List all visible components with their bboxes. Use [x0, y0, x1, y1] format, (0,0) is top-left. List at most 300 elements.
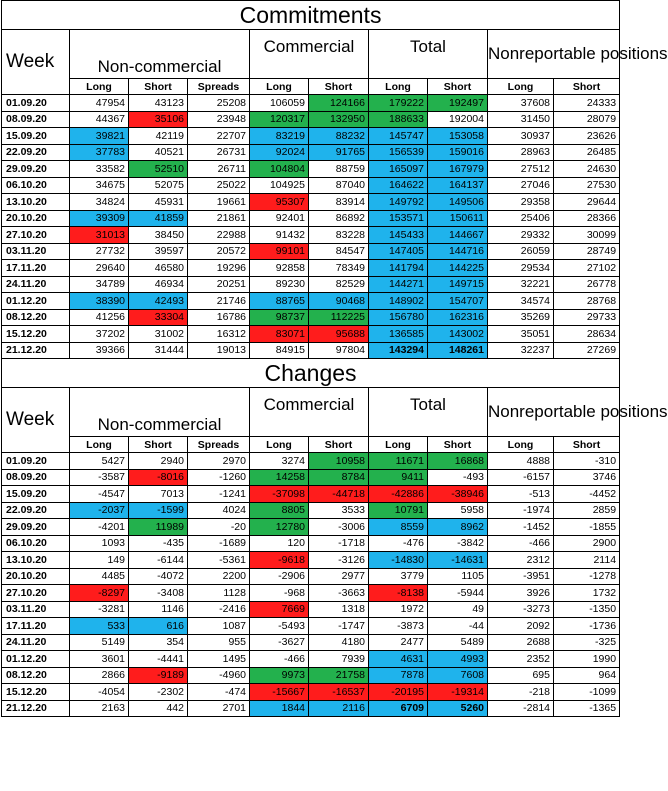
cell-week: 24.11.20: [2, 276, 70, 293]
cell-nc-short: 31002: [129, 326, 188, 343]
spreads-header: Spreads: [188, 437, 250, 453]
table-row: [2, 276, 620, 293]
table-row: [2, 568, 620, 585]
cell-com-long: 12780: [250, 519, 309, 536]
cell-nc-short: 33304: [129, 309, 188, 326]
cell-spreads: 2701: [188, 700, 250, 717]
cell-nr-short: 24333: [554, 95, 620, 112]
nr-short-header: Short: [554, 79, 620, 95]
cell-spreads: 20572: [188, 243, 250, 260]
cell-week: 15.12.20: [2, 326, 70, 343]
tot-short-header: Short: [428, 79, 488, 95]
cell-week: 08.09.20: [2, 469, 70, 486]
changes-title: Changes: [2, 359, 620, 388]
cell-com-long: 99101: [250, 243, 309, 260]
cell-tot-long: 8559: [369, 519, 428, 536]
cell-com-short: 90468: [309, 293, 369, 310]
cell-nc-short: 46580: [129, 260, 188, 277]
cell-nr-short: 2114: [554, 552, 620, 569]
cell-week: 03.11.20: [2, 243, 70, 260]
cell-com-long: 7669: [250, 601, 309, 618]
nonreportable-header: Nonreportable positions: [488, 388, 620, 437]
cell-nr-short: 28079: [554, 111, 620, 128]
cell-tot-long: 141794: [369, 260, 428, 277]
cell-nc-long: 149: [70, 552, 129, 569]
nonreportable-header: Nonreportable positions: [488, 30, 620, 79]
cell-com-short: 132950: [309, 111, 369, 128]
cell-spreads: 955: [188, 634, 250, 651]
cell-nr-long: 25406: [488, 210, 554, 227]
cell-com-long: 1844: [250, 700, 309, 717]
cell-nc-long: 33582: [70, 161, 129, 178]
cell-tot-short: 5260: [428, 700, 488, 717]
cell-tot-long: 147405: [369, 243, 428, 260]
cell-nc-short: 39597: [129, 243, 188, 260]
cell-spreads: 4024: [188, 502, 250, 519]
cell-com-long: -3627: [250, 634, 309, 651]
table-row: [2, 210, 620, 227]
cell-tot-long: 11671: [369, 453, 428, 470]
cell-nr-short: 26485: [554, 144, 620, 161]
nc-short-header: Short: [129, 437, 188, 453]
cell-nr-long: 29358: [488, 194, 554, 211]
cell-nc-short: -9189: [129, 667, 188, 684]
cell-com-long: 8805: [250, 502, 309, 519]
cell-com-long: 83219: [250, 128, 309, 145]
tot-long-header: Long: [369, 437, 428, 453]
non-commercial-header: Non-commercial: [70, 388, 250, 437]
cell-nr-short: -1855: [554, 519, 620, 536]
cell-spreads: 25022: [188, 177, 250, 194]
cell-nr-long: -466: [488, 535, 554, 552]
cell-com-long: 104804: [250, 161, 309, 178]
cell-nr-long: 30937: [488, 128, 554, 145]
cell-spreads: 2200: [188, 568, 250, 585]
cell-nc-short: -4441: [129, 651, 188, 668]
cell-nr-short: 1732: [554, 585, 620, 602]
cell-spreads: 1128: [188, 585, 250, 602]
cell-week: 29.09.20: [2, 161, 70, 178]
cell-nr-short: 28366: [554, 210, 620, 227]
cell-com-short: 3533: [309, 502, 369, 519]
cell-spreads: 21861: [188, 210, 250, 227]
cell-com-short: -1747: [309, 618, 369, 635]
cell-nr-short: 2859: [554, 502, 620, 519]
cell-nc-short: 42493: [129, 293, 188, 310]
cell-nr-short: 2900: [554, 535, 620, 552]
cell-nc-long: 47954: [70, 95, 129, 112]
table-row: [2, 342, 620, 359]
cell-nc-short: 1146: [129, 601, 188, 618]
cell-tot-long: 4631: [369, 651, 428, 668]
cell-nr-long: 29332: [488, 227, 554, 244]
cell-tot-short: 1105: [428, 568, 488, 585]
table-row: [2, 667, 620, 684]
cell-com-long: -15667: [250, 684, 309, 701]
cell-nr-long: 695: [488, 667, 554, 684]
com-long-header: Long: [250, 437, 309, 453]
cell-com-long: 3274: [250, 453, 309, 470]
cell-nc-short: 42119: [129, 128, 188, 145]
cell-nr-long: 35051: [488, 326, 554, 343]
cell-nc-long: 27732: [70, 243, 129, 260]
cell-nc-long: 533: [70, 618, 129, 635]
cell-nc-long: 44367: [70, 111, 129, 128]
cell-spreads: 2970: [188, 453, 250, 470]
cell-nr-short: -4452: [554, 486, 620, 503]
cell-com-long: 120317: [250, 111, 309, 128]
cell-com-short: 87040: [309, 177, 369, 194]
week-header: Week: [2, 30, 70, 95]
cell-nc-long: 39309: [70, 210, 129, 227]
cell-com-short: -3006: [309, 519, 369, 536]
table-row: [2, 618, 620, 635]
cell-nr-short: -1736: [554, 618, 620, 635]
cell-tot-short: 153058: [428, 128, 488, 145]
cell-tot-long: 144271: [369, 276, 428, 293]
cell-week: 01.12.20: [2, 651, 70, 668]
cell-nc-long: 34789: [70, 276, 129, 293]
cell-com-short: 95688: [309, 326, 369, 343]
cell-nc-long: 29640: [70, 260, 129, 277]
cell-nc-short: 2940: [129, 453, 188, 470]
cell-com-long: 84915: [250, 342, 309, 359]
cell-nr-long: 32221: [488, 276, 554, 293]
cell-tot-long: 143294: [369, 342, 428, 359]
cell-tot-short: 159016: [428, 144, 488, 161]
cell-nc-short: -1599: [129, 502, 188, 519]
cell-nc-long: 39366: [70, 342, 129, 359]
table-row: [2, 486, 620, 503]
cell-tot-short: 7608: [428, 667, 488, 684]
cell-nc-short: -2302: [129, 684, 188, 701]
nc-short-header: Short: [129, 79, 188, 95]
table-row: [2, 585, 620, 602]
cell-nc-long: 34824: [70, 194, 129, 211]
cell-nr-short: 30099: [554, 227, 620, 244]
cell-nr-long: 37608: [488, 95, 554, 112]
cell-week: 21.12.20: [2, 700, 70, 717]
cell-com-long: -2906: [250, 568, 309, 585]
cell-com-short: 78349: [309, 260, 369, 277]
table-row: [2, 552, 620, 569]
cell-tot-long: 153571: [369, 210, 428, 227]
cell-nr-short: 27102: [554, 260, 620, 277]
cell-com-short: 4180: [309, 634, 369, 651]
cell-week: 29.09.20: [2, 519, 70, 536]
cell-tot-short: 144225: [428, 260, 488, 277]
cell-tot-short: 5958: [428, 502, 488, 519]
cell-week: 01.09.20: [2, 453, 70, 470]
cell-nc-short: 616: [129, 618, 188, 635]
cell-nr-long: 3926: [488, 585, 554, 602]
table-row: [2, 161, 620, 178]
cell-week: 08.09.20: [2, 111, 70, 128]
cell-com-long: 92401: [250, 210, 309, 227]
cell-tot-long: 188633: [369, 111, 428, 128]
cell-nc-short: 11989: [129, 519, 188, 536]
cell-nr-short: 1990: [554, 651, 620, 668]
cell-nc-long: -2037: [70, 502, 129, 519]
cell-nr-long: 35269: [488, 309, 554, 326]
cell-nr-long: 2352: [488, 651, 554, 668]
cell-tot-short: 150611: [428, 210, 488, 227]
cell-com-short: -1718: [309, 535, 369, 552]
cell-nc-long: 34675: [70, 177, 129, 194]
cell-nr-short: -325: [554, 634, 620, 651]
cell-nr-long: 31450: [488, 111, 554, 128]
cell-spreads: 21746: [188, 293, 250, 310]
cell-spreads: 22707: [188, 128, 250, 145]
cell-nr-long: 28963: [488, 144, 554, 161]
cell-tot-short: -44: [428, 618, 488, 635]
total-header: Total: [369, 30, 488, 79]
cell-week: 22.09.20: [2, 144, 70, 161]
cell-com-short: 83228: [309, 227, 369, 244]
cell-nr-long: -6157: [488, 469, 554, 486]
cell-week: 08.12.20: [2, 309, 70, 326]
cell-tot-short: 5489: [428, 634, 488, 651]
table-row: [2, 601, 620, 618]
cell-com-long: 88765: [250, 293, 309, 310]
cell-spreads: -5361: [188, 552, 250, 569]
cell-week: 27.10.20: [2, 585, 70, 602]
cell-tot-short: 192497: [428, 95, 488, 112]
cell-nr-long: 27046: [488, 177, 554, 194]
cell-spreads: -4960: [188, 667, 250, 684]
table-row: [2, 469, 620, 486]
non-commercial-header: Non-commercial: [70, 30, 250, 79]
tot-short-header: Short: [428, 437, 488, 453]
cell-com-short: 88759: [309, 161, 369, 178]
cell-tot-short: 49: [428, 601, 488, 618]
cell-spreads: -20: [188, 519, 250, 536]
cell-tot-long: 149792: [369, 194, 428, 211]
cell-nr-long: -3951: [488, 568, 554, 585]
cell-tot-long: 3779: [369, 568, 428, 585]
nc-long-header: Long: [70, 437, 129, 453]
table-row: [2, 243, 620, 260]
cell-com-short: 112225: [309, 309, 369, 326]
commitments-title: Commitments: [2, 1, 620, 30]
cell-com-short: 7939: [309, 651, 369, 668]
cell-nr-short: -1350: [554, 601, 620, 618]
cell-tot-short: 144716: [428, 243, 488, 260]
cell-nc-short: 35106: [129, 111, 188, 128]
cell-com-long: 98737: [250, 309, 309, 326]
cell-tot-short: -3842: [428, 535, 488, 552]
table-row: [2, 111, 620, 128]
cell-nr-long: 2092: [488, 618, 554, 635]
cell-com-short: 91765: [309, 144, 369, 161]
commercial-header: Commercial: [250, 388, 369, 437]
cell-nc-long: 2866: [70, 667, 129, 684]
cell-spreads: 26731: [188, 144, 250, 161]
cell-com-long: 83071: [250, 326, 309, 343]
cell-spreads: 1087: [188, 618, 250, 635]
cell-nc-short: 354: [129, 634, 188, 651]
table-row: [2, 128, 620, 145]
table-row: [2, 502, 620, 519]
cell-spreads: 26711: [188, 161, 250, 178]
cell-nc-long: -3587: [70, 469, 129, 486]
cell-spreads: -1241: [188, 486, 250, 503]
table-row: [2, 700, 620, 717]
cell-nr-long: -1974: [488, 502, 554, 519]
cell-nc-short: -3408: [129, 585, 188, 602]
cell-com-short: 2116: [309, 700, 369, 717]
cell-nc-short: 31444: [129, 342, 188, 359]
cell-nc-short: 45931: [129, 194, 188, 211]
cell-spreads: -1260: [188, 469, 250, 486]
cell-com-long: -9618: [250, 552, 309, 569]
cell-tot-short: 149715: [428, 276, 488, 293]
cell-nr-long: 32237: [488, 342, 554, 359]
cell-com-short: 10958: [309, 453, 369, 470]
cell-spreads: 19013: [188, 342, 250, 359]
table-row: [2, 227, 620, 244]
cell-nc-long: 38390: [70, 293, 129, 310]
cell-week: 17.11.20: [2, 260, 70, 277]
cell-tot-long: 2477: [369, 634, 428, 651]
cell-week: 22.09.20: [2, 502, 70, 519]
cell-nc-long: 1093: [70, 535, 129, 552]
cell-week: 13.10.20: [2, 552, 70, 569]
cell-com-long: 89230: [250, 276, 309, 293]
cell-tot-short: 143002: [428, 326, 488, 343]
cell-nr-short: 27269: [554, 342, 620, 359]
cell-nr-long: 2312: [488, 552, 554, 569]
table-row: [2, 519, 620, 536]
cell-com-long: 92024: [250, 144, 309, 161]
cell-week: 15.09.20: [2, 128, 70, 145]
cell-nc-short: 52510: [129, 161, 188, 178]
cell-com-short: 2977: [309, 568, 369, 585]
cell-com-short: 1318: [309, 601, 369, 618]
cell-nc-long: -4547: [70, 486, 129, 503]
cell-com-short: -3126: [309, 552, 369, 569]
cell-com-long: -37098: [250, 486, 309, 503]
cell-tot-long: 7878: [369, 667, 428, 684]
table-row: [2, 177, 620, 194]
report-table: [1, 0, 668, 717]
cell-nr-long: -1452: [488, 519, 554, 536]
table-row: [2, 453, 620, 470]
cell-tot-long: 9411: [369, 469, 428, 486]
cell-nr-short: 28768: [554, 293, 620, 310]
cell-nc-long: 5149: [70, 634, 129, 651]
cell-nr-long: -513: [488, 486, 554, 503]
cell-nr-short: -1278: [554, 568, 620, 585]
cell-com-long: 14258: [250, 469, 309, 486]
cell-nr-long: -218: [488, 684, 554, 701]
cell-com-long: 104925: [250, 177, 309, 194]
cell-spreads: -474: [188, 684, 250, 701]
spreads-header: Spreads: [188, 79, 250, 95]
cell-tot-short: -5944: [428, 585, 488, 602]
cell-week: 20.10.20: [2, 210, 70, 227]
cell-week: 08.12.20: [2, 667, 70, 684]
cell-nr-short: 964: [554, 667, 620, 684]
cell-tot-long: 6709: [369, 700, 428, 717]
cell-week: 01.09.20: [2, 95, 70, 112]
tot-long-header: Long: [369, 79, 428, 95]
cell-nc-long: 31013: [70, 227, 129, 244]
cell-week: 21.12.20: [2, 342, 70, 359]
cell-tot-long: 165097: [369, 161, 428, 178]
cell-spreads: 20251: [188, 276, 250, 293]
cell-nc-long: 4485: [70, 568, 129, 585]
cell-tot-long: -14830: [369, 552, 428, 569]
cell-spreads: 16312: [188, 326, 250, 343]
table-row: [2, 260, 620, 277]
cell-tot-short: -38946: [428, 486, 488, 503]
cell-nc-long: 37783: [70, 144, 129, 161]
cell-tot-long: 164622: [369, 177, 428, 194]
cell-nr-long: 2688: [488, 634, 554, 651]
cell-tot-short: 16868: [428, 453, 488, 470]
cell-nr-long: 27512: [488, 161, 554, 178]
cell-com-short: 82529: [309, 276, 369, 293]
cell-nc-short: 442: [129, 700, 188, 717]
cell-tot-long: -3873: [369, 618, 428, 635]
cell-tot-long: -20195: [369, 684, 428, 701]
cell-nc-long: 41256: [70, 309, 129, 326]
cell-com-long: -5493: [250, 618, 309, 635]
cell-week: 20.10.20: [2, 568, 70, 585]
week-header: Week: [2, 388, 70, 453]
cell-tot-short: 4993: [428, 651, 488, 668]
cell-tot-short: -493: [428, 469, 488, 486]
cell-tot-short: 164137: [428, 177, 488, 194]
cell-com-short: 86892: [309, 210, 369, 227]
cell-week: 03.11.20: [2, 601, 70, 618]
cell-nr-short: 26778: [554, 276, 620, 293]
table-row: [2, 684, 620, 701]
cell-com-short: 21758: [309, 667, 369, 684]
cell-spreads: 19296: [188, 260, 250, 277]
cell-nr-short: -1099: [554, 684, 620, 701]
cell-com-short: 97804: [309, 342, 369, 359]
table-row: [2, 651, 620, 668]
commercial-header: Commercial: [250, 30, 369, 79]
cell-spreads: 25208: [188, 95, 250, 112]
cell-nr-long: -3273: [488, 601, 554, 618]
cell-spreads: 1495: [188, 651, 250, 668]
table-row: [2, 194, 620, 211]
nr-long-header: Long: [488, 79, 554, 95]
nc-long-header: Long: [70, 79, 129, 95]
cell-com-long: 91432: [250, 227, 309, 244]
cell-tot-short: 154707: [428, 293, 488, 310]
cell-nc-short: 43123: [129, 95, 188, 112]
cell-spreads: 23948: [188, 111, 250, 128]
cell-com-long: -968: [250, 585, 309, 602]
cell-nr-long: 4888: [488, 453, 554, 470]
cell-nc-long: -4201: [70, 519, 129, 536]
cell-nc-long: 37202: [70, 326, 129, 343]
total-header: Total: [369, 388, 488, 437]
cell-tot-short: 162316: [428, 309, 488, 326]
table-row: [2, 293, 620, 310]
cell-tot-short: -14631: [428, 552, 488, 569]
cell-nc-short: -4072: [129, 568, 188, 585]
cell-nr-short: 23626: [554, 128, 620, 145]
cell-tot-long: -8138: [369, 585, 428, 602]
cell-com-short: -44718: [309, 486, 369, 503]
cell-nc-long: -4054: [70, 684, 129, 701]
cell-tot-short: 192004: [428, 111, 488, 128]
